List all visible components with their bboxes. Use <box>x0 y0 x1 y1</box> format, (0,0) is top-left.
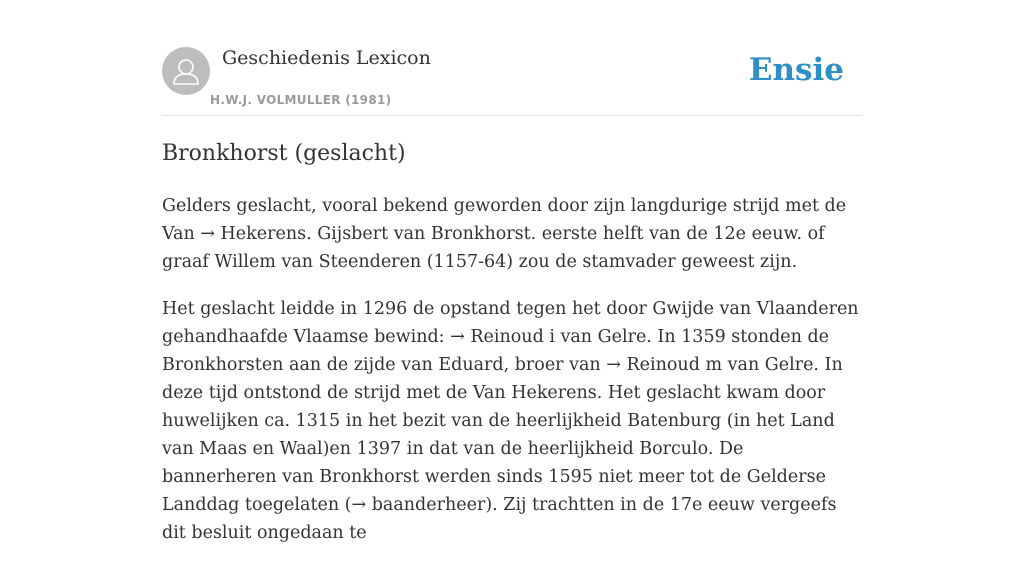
brand-logo[interactable]: Ensie <box>748 52 844 88</box>
author-name[interactable]: H.W.J. VOLMULLER (1981) <box>210 93 392 107</box>
content-container <box>162 0 862 543</box>
paragraph: Gelders geslacht, vooral bekend geworden door zijn langdurige strijd met de Van → Hekerens. Gijsbert van Bronkhorst. eerste helft van de 12e eeuw. of graaf Willem van Steenderen (1157-64) zou de stamvader geweest zijn. <box>162 196 847 272</box>
paragraph: Het geslacht leidde in 1296 de opstand tegen het door Gwijde van Vlaanderen gehandhaafde Vlaamse bewind: → Reinoud i van Gelre. In 1359 stonden de Bronkhorsten aan de zijde van Eduard, broer van → Reinoud m van Gelre. In deze tijd ontstond de strijd met de Van Hekerens. Het geslacht kwam door huwelijken ca. 1315 in het bezit van de heerlijkheid Batenburg (in het Land van Maas en Waal)en 1397 in dat van de heerlijkheid Borculo. De bannerheren van Bronkhorst werden sinds 1595 niet meer tot de Gelderse Landdag toegelaten (→ baanderheer). Zij trachtten in de 17e eeuw vergeefs dit besluit ongedaan te <box>162 299 859 543</box>
entry-body <box>162 192 862 566</box>
user-icon <box>162 47 210 95</box>
page-title: Bronkhorst (geslacht) <box>162 141 406 166</box>
avatar[interactable] <box>162 47 210 95</box>
header <box>162 0 862 116</box>
book-title[interactable]: Geschiedenis Lexicon <box>222 47 431 69</box>
